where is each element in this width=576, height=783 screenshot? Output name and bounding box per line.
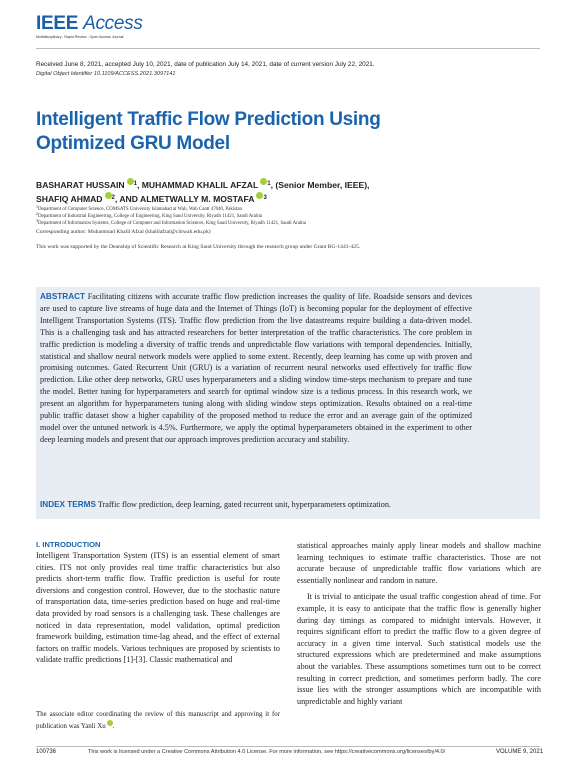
index-terms-label: INDEX TERMS <box>40 500 96 509</box>
page-number: 100736 <box>36 749 57 755</box>
header-divider <box>36 48 540 49</box>
affiliation-1: $^1$Department of Computer Science, COMSATS University Islamabad at Wah, Wah Cantt 47040, Pakistan <box>36 204 242 212</box>
orcid-icon[interactable] <box>105 192 112 199</box>
journal-logo <box>36 14 196 46</box>
logo-tagline: Multidisciplinary : Rapid Review : Open Access Journal <box>36 35 124 39</box>
author-name: , MUHAMMAD KHALIL AFZAL <box>137 180 259 190</box>
index-terms <box>40 500 520 509</box>
section-heading: I. INTRODUCTION <box>36 540 101 549</box>
abstract-label: ABSTRACT <box>40 292 86 301</box>
doi-line[interactable]: Digital Object Identifier 10.1109/ACCESS.2021.3097141 <box>36 71 176 77</box>
paper-title: Intelligent Traffic Flow Prediction Using Optimized GRU Model <box>36 109 381 154</box>
editor-footnote: The associate editor coordinating the review of this manuscript and approving it for publication was Yanli Xu . <box>36 711 280 731</box>
intro-paragraph-3: It is trivial to anticipate the usual traffic congestion ahead of time. For example, it is easy to anticipate that the traffic flow is generally higher during day timings as compared to midnight intervals. However, it requires significant effort to predict the traffic flow to a given degree of accuracy in a given time interval. Such statistical models use the structured expressions which are predetermined and make assumptions about the variables. These assumptions sometimes turn out to be correct resulting in correct prediction, and sometimes perform badly. The core issue lies with the stronger assumptions which are incompatible with unpredictable and highly variant <box>297 592 541 706</box>
footer-divider <box>36 746 540 747</box>
index-terms-body: Traffic flow prediction, deep learning, gated recurrent unit, hyperparameters optimization. <box>97 500 391 509</box>
author-line-1: BASHARAT HUSSAIN $^1$, MUHAMMAD KHALIL AFZAL $^1$, (Senior Member, IEEE), <box>36 180 370 190</box>
author-name: BASHARAT HUSSAIN <box>36 180 125 190</box>
right-column <box>297 540 541 707</box>
funding-note: This work was supported by the Deanship of Scientific Research at King Saud University through the research group under Grant RG-1441-425. <box>36 244 361 250</box>
publication-dates: Received June 8, 2021, accepted July 10, 2021, date of publication July 14, 2021, date of current version July 22, 2021. <box>36 61 375 68</box>
volume-label: VOLUME 9, 2021 <box>496 749 544 755</box>
left-column <box>36 540 280 666</box>
author-name: , AND ALMETWALLY M. MOSTAFA <box>114 194 255 204</box>
intro-paragraph-1: Intelligent Transportation System (ITS) is an essential element of smart cities. ITS not only provides real time traffic characteristics but also predicts short-term traffic flow. Traffic prediction is useful for route diversions and congestion control. However, due to the stochastic nature of transportation data, time-series prediction based on huge and real-time data provided by road sensors is a challenging task. These challenges are noticed in data representation, model validation, optimal prediction framework building, estimation time-lag ahead, and the effect of external factors on traffic models. Various techniques are proposed by scientists to validate traffic predictions [1]-[3]. Classic mathematical and <box>36 551 280 665</box>
logo-wordmark: IEEE Access <box>36 13 143 34</box>
abstract <box>40 291 472 446</box>
affiliation-2: $^2$Department of Industrial Engineering, College of Engineering, King Saud University, Riyadh 11421, Saudi Arabia <box>36 211 263 219</box>
license-note[interactable]: This work is licensed under a Creative Commons Attribution 4.0 License. For more information, see https://creativecommons.org/licenses/by/4.0/ <box>88 749 446 755</box>
author-name: SHAFIQ AHMAD <box>36 194 103 204</box>
author-line-2: SHAFIQ AHMAD $^2$, AND ALMETWALLY M. MOSTAFA $^3$ <box>36 194 267 204</box>
intro-paragraph-2: statistical approaches mainly apply linear models and shallow machine learning techniques to estimate traffic characteristics. Those are not accurate because of unpredictable traffic flow variations which are essentially nonlinear and random in nature. <box>297 541 541 585</box>
orcid-icon[interactable] <box>127 178 134 185</box>
corresponding-author: Corresponding author: Muhammad Khalil Afzal (khalilafzal@ciitwah.edu.pk) <box>36 229 211 235</box>
abstract-body: Facilitating citizens with accurate traffic flow prediction increases the quality of life. Roadside sensors and devices are used to capture live streams of huge data and the Internet of Things (IoT) is becoming popular for the deployment of effective Intelligent Transportation Systems (ITS). Traffic flow prediction from the live datastreams require building a data-driven model. This is a challenging task and has attracted researchers for better interpretation of the traffic characteristics. The core problem in traffic prediction is modeling a diversity of traffic trends and unpredictable flow variations with temporal dependencies. Initially, statistical and shallow neural network models were applied to some extent. Recently, deep learning has come up with proven and promising outcomes. Gated Recurrent Unit (GRU) is a variation of recurrent neural networks used effectively for traffic flow prediction. Like other deep networks, GRU uses hyperparameters and a sliding window time-steps mechanism to prepare and tune the model. Better tuning for hyperparameters and search for optimal window size is a tedious process. In this research work, we present an algorithm for hyperparameters tuning along with sliding window steps optimization. Results obtained on a real-time public traffic dataset show a higher capability of the proposed method to reduce the error and an average gain of the optimized model over the untuned network is 4.5%. Furthermore, we apply the optimal hyperparameters obtained in the experiment to other deep learning models and present that our approach improves prediction accuracy and stability. <box>40 292 472 444</box>
author-membership: , (Senior Member, IEEE), <box>270 180 370 190</box>
affiliation-3: $^3$Department of Information Systems, College of Computer and Information Sciences, King Saud University, Riyadh 11421, Saudi Arabia <box>36 218 306 226</box>
orcid-icon[interactable] <box>107 720 113 726</box>
